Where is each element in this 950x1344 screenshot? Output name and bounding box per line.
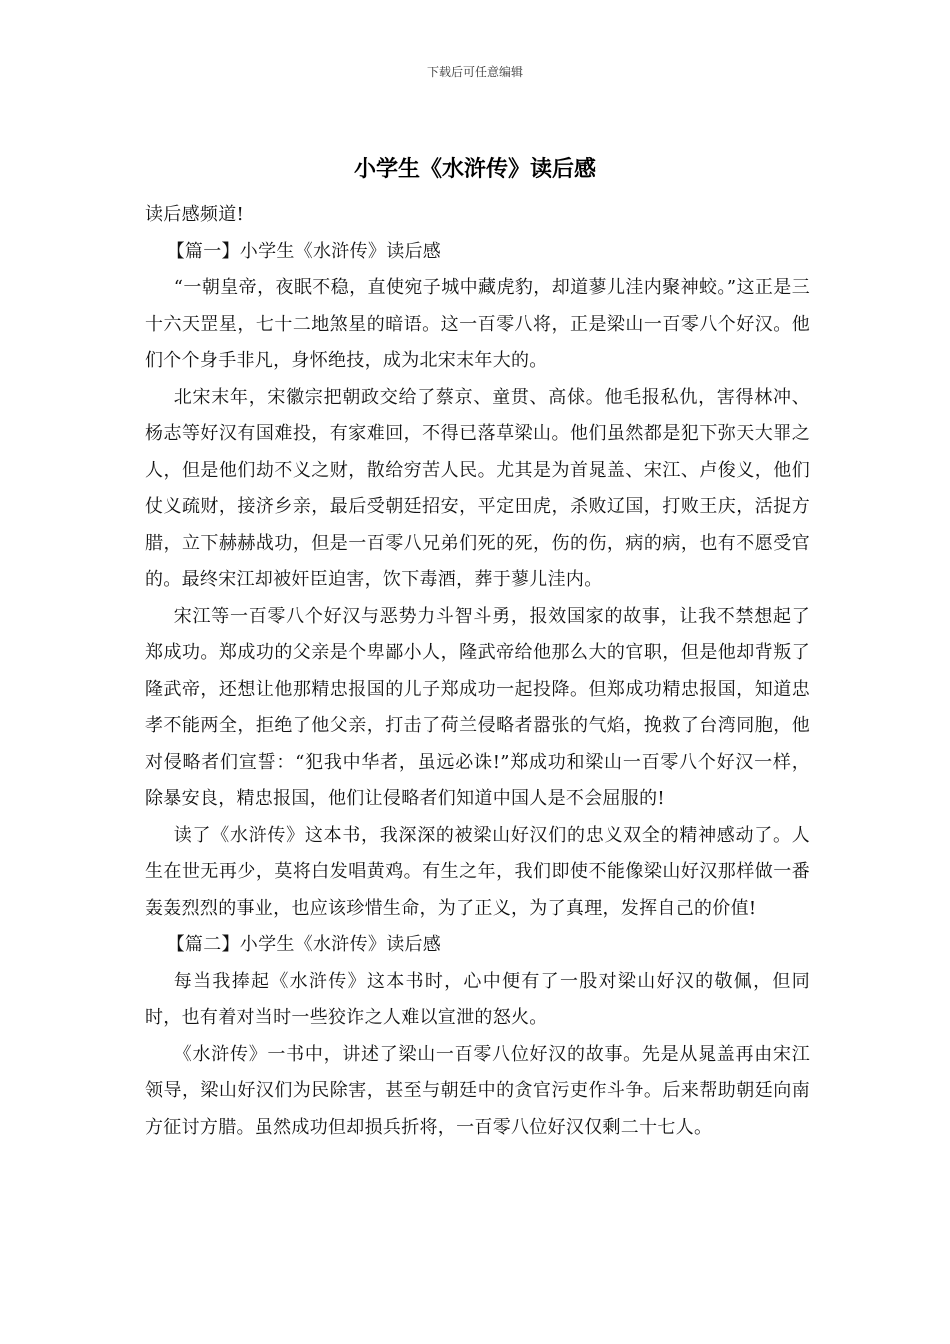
document-body bbox=[145, 197, 810, 1146]
channel-line: 读后感频道! bbox=[145, 204, 245, 225]
page-header: 下载后可任意编辑 bbox=[426, 65, 523, 79]
paragraph: “一朝皇帝，夜眠不稳，直使宛子城中藏虎豹，却道蓼儿洼内聚神蛟。”这正是三十六天罡星，七十二地煞星的暗语。这一百零八将，正是梁山一百零八个好汉。他们个个身手非凡，身怀绝技，成为北宋末年大的。 bbox=[145, 277, 810, 371]
paragraph: 宋江等一百零八个好汉与恶势力斗智斗勇，报效国家的故事，让我不禁想起了郑成功。郑成功的父亲是个卑鄙小人，隆武帝给他那么大的官职，但是他却背叛了隆武帝，还想让他那精忠报国的儿子郑成功一起投降。但郑成功精忠报国，知道忠孝不能两全，拒绝了他父亲，打击了荷兰侵略者嚣张的气焰，挽救了台湾同胞，他对侵略者们宣誓：“犯我中华者，虽远必诛!”郑成功和梁山一百零八个好汉一样，除暴安良，精忠报国，他们让侵略者们知道中国人是不会屈服的! bbox=[145, 605, 810, 809]
paragraph: 北宋末年，宋徽宗把朝政交给了蔡京、童贯、高俅。他毛报私仇，害得林冲、杨志等好汉有国难投，有家难回，不得已落草梁山。他们虽然都是犯下弥天大罪之人，但是他们劫不义之财，散给穷苦人民。尤其是为首晁盖、宋江、卢俊义，他们仗义疏财，接济乡亲，最后受朝廷招安，平定田虎，杀败辽国，打败王庆，活捉方腊，立下赫赫战功，但是一百零八兄弟们死的死，伤的伤，病的病，也有不愿受官的。最终宋江却被奸臣迫害，饮下毒酒，葬于蓼儿洼内。 bbox=[145, 386, 810, 590]
section-heading: 【篇二】小学生《水浒传》读后感 bbox=[166, 934, 442, 955]
document-title: 小学生《水浒传》读后感 bbox=[353, 156, 596, 182]
paragraph: 读了《水浒传》这本书，我深深的被梁山好汉们的忠义双全的精神感动了。人生在世无再少，莫将白发唱黄鸡。有生之年，我们即使不能像梁山好汉那样做一番轰轰烈烈的事业，也应该珍惜生命，为了正义，为了真理，发挥自己的价值! bbox=[145, 824, 810, 919]
section-heading: 【篇一】小学生《水浒传》读后感 bbox=[166, 240, 442, 262]
paragraph: 《水浒传》一书中，讲述了梁山一百零八位好汉的故事。先是从晁盖再由宋江领导，梁山好汉们为民除害，甚至与朝廷中的贪官污吏作斗争。后来帮助朝廷向南方征讨方腊。虽然成功但却损兵折将，一百零八位好汉仅剩二十七人。 bbox=[145, 1043, 810, 1138]
paragraph: 每当我捧起《水浒传》这本书时，心中便有了一股对梁山好汉的敬佩，但同时，也有着对当时一些狡诈之人难以宣泄的怒火。 bbox=[145, 970, 810, 1028]
